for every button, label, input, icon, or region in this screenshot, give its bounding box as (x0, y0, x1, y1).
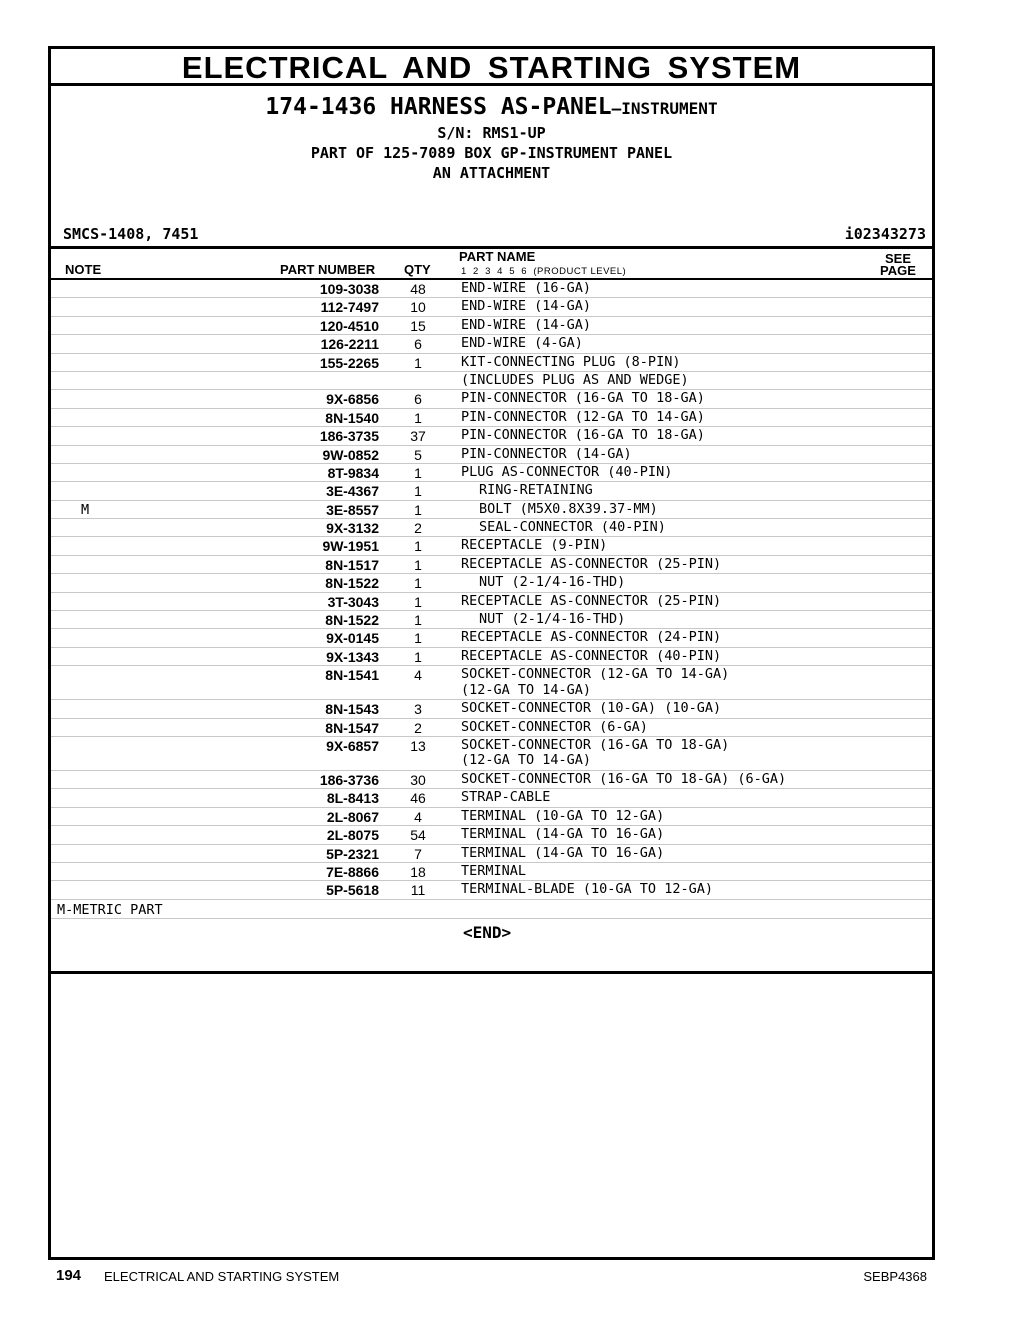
table-row (51, 537, 932, 555)
part-name-cell: PIN-CONNECTOR (16-GA TO 18-GA) (461, 390, 705, 407)
document-id: SEBP4368 (863, 1269, 927, 1284)
table-row (51, 789, 932, 807)
qty-cell: 1 (414, 612, 422, 629)
part-name-cell: BOLT (M5X0.8X39.37-MM) (479, 500, 658, 517)
part-number-cell: 8N-1543 (325, 701, 379, 718)
table-row (51, 427, 932, 445)
table-row (51, 881, 932, 899)
qty-cell: 1 (414, 575, 422, 592)
part-number-cell: 2L-8067 (326, 808, 379, 825)
page-column-header: PAGE (880, 263, 916, 278)
part-number-column-header: PART NUMBER (280, 262, 376, 277)
note-column-header: NOTE (65, 262, 102, 277)
part-name-cell: SOCKET-CONNECTOR (6-GA) (461, 718, 648, 735)
part-name-cell: TERMINAL-BLADE (10-GA TO 12-GA) (461, 881, 713, 898)
qty-cell: 3 (414, 701, 422, 718)
table-row (51, 482, 932, 500)
table-row (51, 863, 932, 881)
qty-cell: 15 (410, 317, 426, 334)
section-title: ELECTRICAL AND STARTING SYSTEM (51, 49, 932, 86)
table-row (51, 372, 932, 390)
table-row (51, 737, 932, 771)
part-number-cell: 109-3038 (319, 281, 379, 297)
table-row (51, 464, 932, 482)
qty-cell: 1 (414, 648, 422, 665)
part-name-cell: TERMINAL (14-GA TO 16-GA) (461, 826, 665, 843)
qty-cell: 6 (414, 336, 422, 353)
qty-cell: 1 (414, 630, 422, 647)
illustration-id: i02343273 (844, 225, 926, 243)
part-name-cell: STRAP-CABLE (461, 789, 551, 806)
column-header (51, 249, 932, 280)
table-row (51, 845, 932, 863)
qty-cell: 37 (410, 428, 426, 445)
part-name-cell: SOCKET-CONNECTOR (16-GA TO 18-GA) (6-GA) (461, 770, 787, 787)
part-number-cell: 3T-3043 (327, 593, 379, 610)
qty-cell: 1 (414, 593, 422, 610)
table-row (51, 700, 932, 718)
part-name-cell: END-WIRE (16-GA) (461, 280, 592, 296)
table-row (51, 354, 932, 372)
end-marker: <END> (463, 922, 512, 942)
part-number-cell: 186-3735 (319, 428, 379, 445)
part-of-line: PART OF 125-7089 BOX GP-INSTRUMENT PANEL (310, 144, 673, 162)
legend-row (51, 900, 932, 919)
part-name-cell: TERMINAL (10-GA TO 12-GA) (461, 807, 665, 824)
harness-title (51, 94, 932, 120)
qty-cell: 5 (414, 446, 422, 463)
qty-cell: 48 (410, 281, 426, 297)
part-name-cell: RECEPTACLE AS-CONNECTOR (24-PIN) (461, 629, 722, 646)
part-name-column-header: PART NAME (459, 249, 536, 264)
serial-number: S/N: RMS1-UP (437, 124, 546, 142)
part-number-cell: 9W-1951 (322, 538, 379, 555)
qty-cell: 2 (414, 520, 422, 537)
qty-cell: 18 (410, 863, 426, 880)
qty-cell: 4 (414, 808, 422, 825)
table-row (51, 390, 932, 408)
part-number-cell: 9X-3132 (326, 520, 379, 537)
qty-cell: 13 (410, 737, 426, 754)
qty-cell: 46 (410, 790, 426, 807)
table-row (51, 317, 932, 335)
part-number-cell: 9X-0145 (326, 630, 379, 647)
page-frame (48, 46, 935, 1260)
table-row (51, 611, 932, 629)
qty-cell: 10 (410, 299, 426, 316)
table-row (51, 446, 932, 464)
part-number-cell: 5P-5618 (326, 882, 379, 899)
end-row (51, 919, 932, 974)
part-number-cell: 8N-1547 (325, 719, 379, 736)
part-number-cell: 7E-8866 (326, 863, 379, 880)
table-row (51, 771, 932, 789)
qty-cell: 11 (410, 882, 426, 899)
harness-title-main: 174-1436 HARNESS AS-PANEL (265, 94, 612, 120)
part-number-cell: 9X-6856 (326, 391, 379, 408)
part-name-cell: SOCKET-CONNECTOR (10-GA) (10-GA) (461, 700, 722, 717)
part-name-cell: PIN-CONNECTOR (16-GA TO 18-GA) (461, 427, 705, 444)
part-number-cell: 8T-9834 (327, 464, 379, 481)
qty-cell: 7 (414, 845, 422, 862)
part-name-cell: END-WIRE (4-GA) (461, 335, 583, 352)
part-name-cell: SOCKET-CONNECTOR (12-GA TO 14-GA) (12-GA TO 14-GA) (461, 666, 730, 698)
attachment-line: AN ATTACHMENT (432, 164, 551, 182)
qty-column-header: QTY (404, 262, 431, 277)
table-row (51, 501, 932, 519)
part-name-cell: PIN-CONNECTOR (14-GA) (461, 445, 632, 462)
part-name-cell: (INCLUDES PLUG AS AND WEDGE) (461, 371, 689, 388)
qty-cell: 54 (410, 827, 426, 844)
page-number: 194 (56, 1267, 82, 1284)
smcs-code: SMCS-1408, 7451 (63, 225, 199, 243)
part-number-cell: 126-2211 (320, 336, 379, 353)
table-row (51, 593, 932, 611)
parts-list (51, 280, 932, 900)
table-row (51, 808, 932, 826)
footer-title: ELECTRICAL AND STARTING SYSTEM (104, 1269, 340, 1284)
part-name-cell: TERMINAL (461, 862, 527, 879)
table-row (51, 629, 932, 647)
table-row (51, 666, 932, 700)
harness-header (51, 86, 932, 249)
qty-cell: 1 (414, 556, 422, 573)
qty-cell: 1 (414, 483, 422, 500)
table-row (51, 556, 932, 574)
part-name-cell: RECEPTACLE AS-CONNECTOR (25-PIN) (461, 555, 722, 572)
part-number-cell: 112-7497 (320, 299, 379, 316)
part-name-cell: NUT (2-1/4-16-THD) (479, 574, 626, 591)
part-name-cell: END-WIRE (14-GA) (461, 298, 592, 315)
part-number-cell: 120-4510 (319, 317, 379, 334)
part-name-cell: NUT (2-1/4-16-THD) (479, 611, 626, 628)
table-row (51, 574, 932, 592)
harness-title-suffix: –INSTRUMENT (611, 99, 718, 118)
part-number-cell: 9X-6857 (326, 737, 379, 754)
part-number-cell: 9X-1343 (326, 648, 379, 665)
qty-cell: 6 (414, 391, 422, 408)
table-row (51, 719, 932, 737)
part-number-cell: 3E-4367 (326, 483, 379, 500)
part-name-cell: RECEPTACLE AS-CONNECTOR (25-PIN) (461, 592, 722, 609)
part-number-cell: 8N-1540 (325, 409, 379, 426)
note-cell: M (81, 501, 90, 518)
qty-cell: 2 (414, 719, 422, 736)
part-name-cell: PIN-CONNECTOR (12-GA TO 14-GA) (461, 408, 705, 425)
metric-legend: M-METRIC PART (57, 901, 163, 918)
part-number-cell: 8N-1541 (325, 667, 379, 684)
part-name-cell: TERMINAL (14-GA TO 16-GA) (461, 844, 665, 861)
qty-cell: 1 (414, 538, 422, 555)
part-name-cell: SOCKET-CONNECTOR (16-GA TO 18-GA) (12-GA TO 14-GA) (461, 736, 730, 769)
part-name-cell: SEAL-CONNECTOR (40-PIN) (479, 519, 666, 536)
table-row (51, 335, 932, 353)
qty-cell: 1 (414, 464, 422, 481)
table-row (51, 648, 932, 666)
table-row (51, 519, 932, 537)
see-column-header: SEE (885, 251, 912, 266)
part-number-cell: 8L-8413 (326, 790, 379, 807)
part-number-cell: 8N-1517 (325, 556, 379, 573)
qty-cell: 30 (410, 771, 426, 788)
part-number-cell: 3E-8557 (326, 501, 379, 518)
part-number-cell: 5P-2321 (326, 845, 379, 862)
part-name-cell: PLUG AS-CONNECTOR (40-PIN) (461, 463, 673, 480)
part-number-cell: 155-2265 (319, 354, 379, 371)
part-name-cell: RECEPTACLE AS-CONNECTOR (40-PIN) (461, 647, 722, 664)
product-level-header: 1 2 3 4 5 6 (PRODUCT LEVEL) (461, 266, 627, 277)
part-name-cell: END-WIRE (14-GA) (461, 316, 592, 333)
part-number-cell: 8N-1522 (325, 575, 379, 592)
table-row (51, 280, 932, 298)
table-row (51, 409, 932, 427)
part-name-cell: RECEPTACLE (9-PIN) (461, 537, 608, 554)
part-name-cell: KIT-CONNECTING PLUG (8-PIN) (461, 353, 681, 370)
qty-cell: 1 (414, 354, 422, 371)
part-name-cell: RING-RETAINING (479, 482, 593, 499)
qty-cell: 1 (414, 501, 422, 518)
part-number-cell: 8N-1522 (325, 612, 379, 629)
part-number-cell: 9W-0852 (322, 446, 379, 463)
part-number-cell: 186-3736 (319, 771, 379, 788)
qty-cell: 4 (414, 667, 422, 684)
table-row (51, 826, 932, 844)
qty-cell: 1 (414, 409, 422, 426)
table-row (51, 298, 932, 316)
part-number-cell: 2L-8075 (326, 827, 379, 844)
